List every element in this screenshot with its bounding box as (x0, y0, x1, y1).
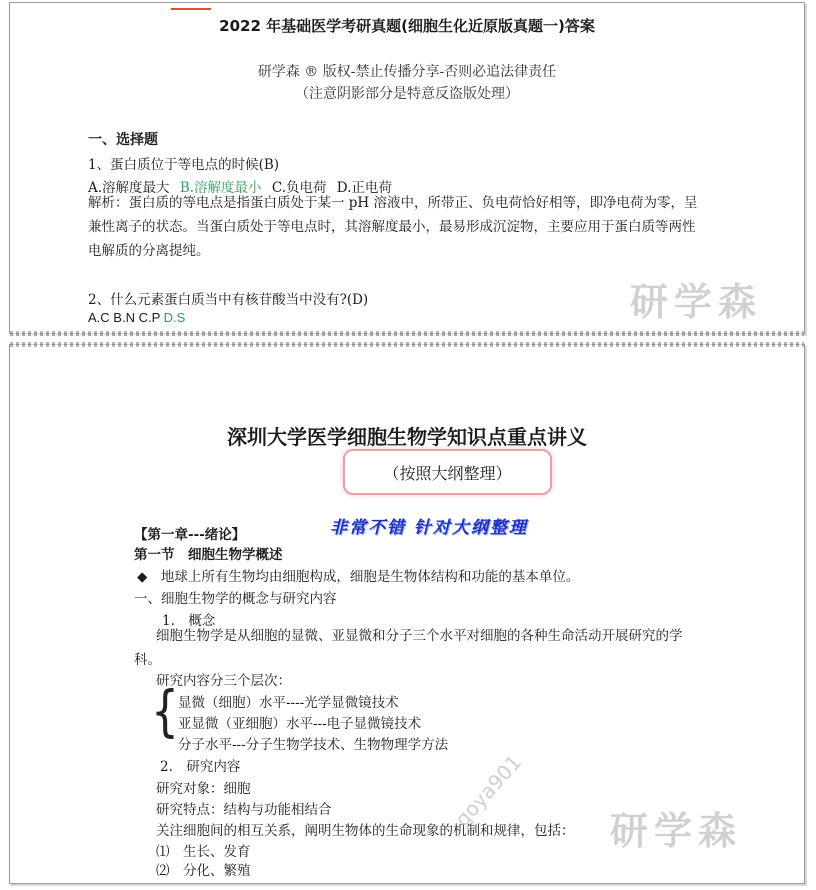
option-b-answer: B.溶解度最小 (179, 180, 262, 196)
page-title: 2022 年基础医学考研真题(细胞生化近原版真题一)答案 (219, 17, 595, 35)
research-object: 研究对象：细胞 (156, 781, 251, 797)
section-heading: 第一节 细胞生物学概述 (134, 547, 283, 563)
list-item: ⑵ 分化、繁殖 (156, 863, 251, 879)
question-2-options (88, 310, 185, 325)
focus-text: 关注细胞间的相互关系，阐明生物体的生命现象的机制和规律，包括： (156, 823, 575, 839)
diagonal-watermark: qoya901 (450, 750, 527, 832)
brace-icon: { (151, 680, 179, 744)
chapter-heading: 【第一章---绪论】 (134, 527, 246, 543)
level-item: 亚显微（亚细胞）水平---电子显微镜技术 (178, 716, 422, 732)
question-2-stem: 2、什么元素蛋白质当中有核苷酸当中没有?(D) (88, 292, 369, 308)
red-marker (171, 8, 211, 10)
option-d-answer: D.S (163, 310, 186, 325)
bullet-point: ◆ 地球上所有生物均由细胞构成，细胞是生物体结构和功能的基本单位。 (137, 569, 580, 585)
level-item: 分子水平---分子生物学技术、生物物理学方法 (178, 737, 449, 753)
list-item: ⑴ 生长、发育 (156, 844, 251, 860)
option-d: D.正电荷 (336, 180, 392, 196)
lecture-title: 深圳大学医学细胞生物学知识点重点讲义 (227, 425, 587, 449)
lecture-page (9, 344, 805, 884)
section-heading: 一、选择题 (88, 132, 158, 148)
levels-intro: 研究内容分三个层次： (156, 673, 291, 689)
research-feature: 研究特点：结构与功能相结合 (156, 802, 332, 818)
options-plain: A.C B.N C.P (88, 310, 161, 325)
answer-page (9, 2, 805, 334)
option-a: A.溶解度最大 (88, 180, 170, 196)
question-1-analysis: 解析：蛋白质的等电点是指蛋白质处于某一 pH 溶液中，所带正、负电荷恰好相等，即净电荷为零，呈兼性离子的状态。当蛋白质处于等电点时，其溶解度最小，最易形成沉淀物，主要应用于蛋白质等两性电解质的分离提纯。 (88, 195, 698, 259)
question-1-stem: 1、蛋白质位于等电点的时候(B) (88, 157, 280, 173)
level-item: 显微（细胞）水平----光学显微镜技术 (178, 695, 399, 711)
subheading-concept: 1. 概念 (162, 613, 216, 629)
option-c: C.负电荷 (271, 180, 327, 196)
subtitle: （按照大纲整理） (383, 463, 512, 483)
concept-paragraph: 细胞生物学是从细胞的显微、亚显微和分子三个水平对细胞的各种生命活动开展研究的学科。 (134, 628, 683, 668)
anti-piracy-note: （注意阴影部分是特意反盗版处理） (295, 86, 519, 102)
copyright-notice: 研学森 ® 版权-禁止传播分享-否则必追法律责任 (257, 64, 557, 80)
watermark: 研学森 (610, 809, 743, 853)
subtitle-box (343, 449, 552, 495)
promo-banner: 非常不错 针对大纲整理 (330, 518, 528, 538)
watermark: 研学森 (630, 280, 763, 324)
subheading-content: 2. 研究内容 (160, 759, 241, 775)
heading-1: 一、细胞生物学的概念与研究内容 (134, 591, 337, 607)
